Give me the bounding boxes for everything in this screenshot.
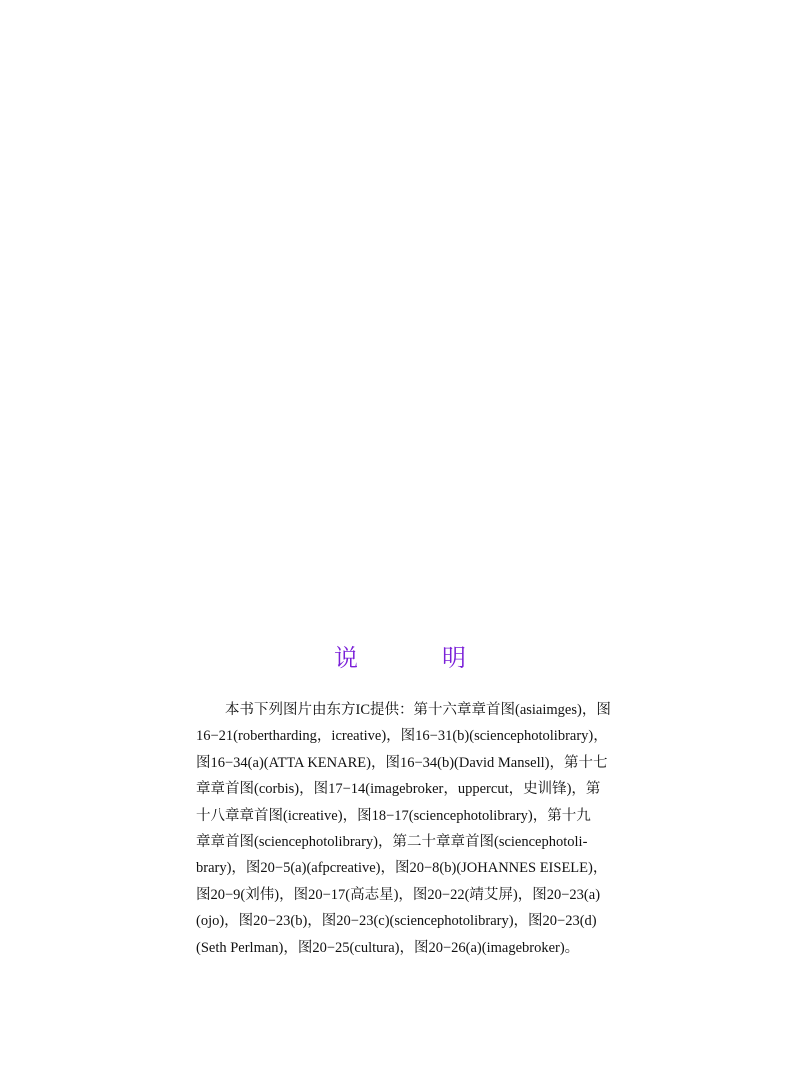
paragraph-line: 图16−34(a)(ATTA KENARE)，图16−34(b)(David Mansell)，第十七 — [196, 754, 608, 771]
paragraph-line: 图20−9(刘伟)，图20−17(高志星)，图20−22(靖艾屏)，图20−23(a) — [196, 886, 601, 903]
paragraph-line: (Seth Perlman)，图20−25(cultura)，图20−26(a)(imagebroker)。 — [196, 939, 580, 956]
paragraph-line: 16−21(robertharding，icreative)，图16−31(b)(sciencephotolibrary)， — [196, 728, 608, 745]
paragraph-line: (ojo)，图20−23(b)，图20−23(c)(sciencephotolibrary)，图20−23(d) — [196, 913, 597, 930]
paragraph-line: 本书下列图片由东方IC提供：第十六章章首图(asiaimges)，图 — [225, 702, 611, 718]
paragraph-line: 十八章章首图(icreative)，图18−17(sciencephotolibrary)，第十九 — [196, 807, 591, 824]
paragraph-line: 章章首图(sciencephotolibrary)，第二十章章首图(sciencephotoli- — [196, 833, 588, 850]
paragraph-line: brary)，图20−5(a)(afpcreative)，图20−8(b)(JOHANNES EISELE)， — [196, 860, 608, 877]
paragraph-line: 章章首图(corbis)，图17−14(imagebroker，uppercut，史训锋)，第 — [196, 781, 601, 798]
credits-paragraph — [196, 697, 611, 961]
page-title: 说 明 — [334, 644, 496, 672]
